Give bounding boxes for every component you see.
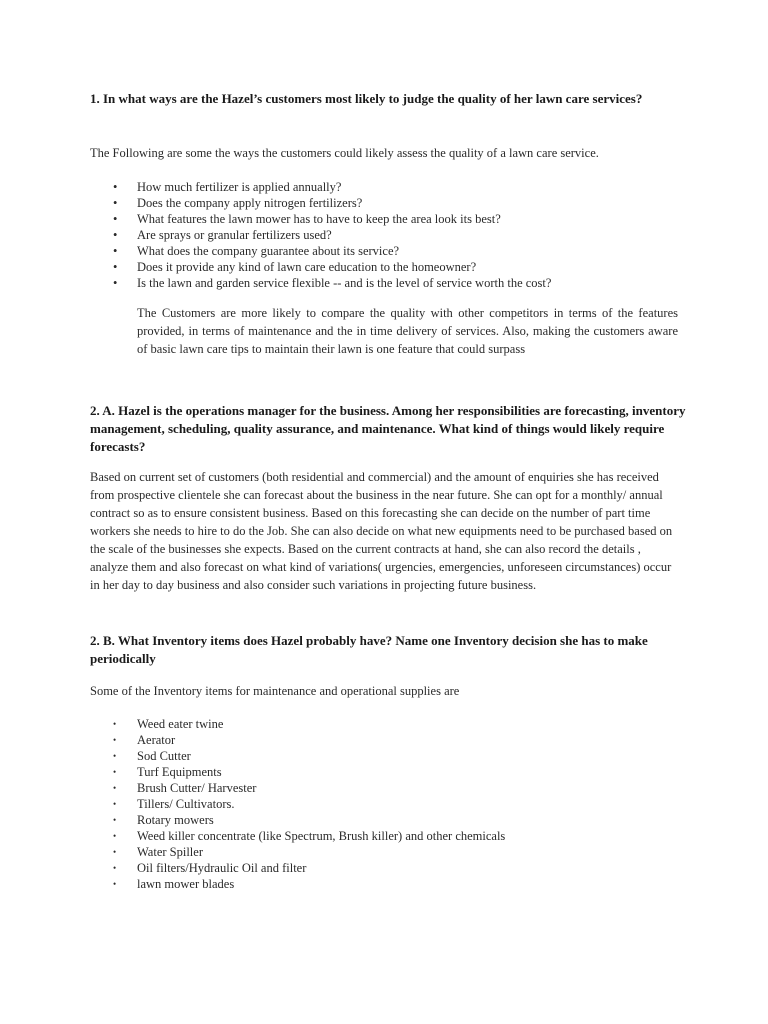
list-item: • Oil filters/Hydraulic Oil and filter <box>113 861 307 875</box>
bullet-icon: • <box>113 847 117 857</box>
list-item: • Turf Equipments <box>113 765 222 779</box>
bullet-icon: • <box>113 212 118 226</box>
bullet-icon: • <box>113 719 117 729</box>
list-item: • Does it provide any kind of lawn care education to the homeowner? <box>113 260 477 274</box>
list-item: • Sod Cutter <box>113 749 191 763</box>
bullet-icon: • <box>113 831 117 841</box>
list-item: • Brush Cutter/ Harvester <box>113 781 257 795</box>
question-2a-heading: 2. A. Hazel is the operations manager for the business. Among her responsibilities are forecasting, inventory management, scheduling, quality assurance, and maintenance. What kind of things would likely require forecasts? <box>90 403 686 454</box>
question-1-bullet-list <box>113 179 551 291</box>
list-item: • How much fertilizer is applied annually? <box>113 180 342 194</box>
list-item: • What does the company guarantee about its service? <box>113 244 400 258</box>
list-item: • Tillers/ Cultivators. <box>113 797 235 811</box>
bullet-icon: • <box>113 783 117 793</box>
list-item: • Water Spiller <box>113 845 203 859</box>
bullet-icon: • <box>113 228 118 242</box>
bullet-icon: • <box>113 751 117 761</box>
list-item: • What features the lawn mower has to have to keep the area look its best? <box>113 212 501 226</box>
bullet-icon: • <box>113 799 117 809</box>
bullet-icon: • <box>113 735 117 745</box>
bullet-icon: • <box>113 244 118 258</box>
question-2b-intro: Some of the Inventory items for maintenance and operational supplies are <box>90 684 460 698</box>
inventory-bullet-list <box>113 716 505 892</box>
question-1-paragraph: The Customers are more likely to compare the quality with other competitors in terms of the features provided, in terms of maintenance and the in time delivery of services. Also, making the customers aware of basic lawn care tips to maintain their lawn is one feature that could surpass <box>137 306 678 356</box>
question-2b-heading: 2. B. What Inventory items does Hazel probably have? Name one Inventory decision she has to make periodically <box>90 633 648 666</box>
list-item: • Weed eater twine <box>113 717 224 731</box>
bullet-icon: • <box>113 863 117 873</box>
list-item: • Weed killer concentrate (like Spectrum, Brush killer) and other chemicals <box>113 829 506 843</box>
bullet-icon: • <box>113 767 117 777</box>
bullet-icon: • <box>113 276 118 290</box>
bullet-icon: • <box>113 815 117 825</box>
bullet-icon: • <box>113 260 118 274</box>
question-2a-answer: Based on current set of customers (both residential and commercial) and the amount of enquiries she has received from prospective clientele she can forecast about the business in the near future. She can opt for a monthly/ annual contract so as to ensure consistent business. Based on this forecasting she can decide on the number of part time workers she needs to hire to do the Job. She can also decide on what new equipments need to be purchased based on the scale of the businesses she expects. Based on the current contracts at hand, she can also record the details , analyze them and also forecast on what kind of variations( urgencies, emergencies, unforeseen circumstances) occur in her day to day business and also consider such variations in projecting future business. <box>90 470 673 592</box>
list-item: • Is the lawn and garden service flexible -- and is the level of service worth the cost? <box>113 276 552 290</box>
question-1-heading: 1. In what ways are the Hazel’s customers most likely to judge the quality of her lawn care services? <box>90 91 643 106</box>
list-item: • Aerator <box>113 733 176 747</box>
list-item: • lawn mower blades <box>113 877 235 891</box>
bullet-icon: • <box>113 180 118 194</box>
bullet-icon: • <box>113 879 117 889</box>
list-item: • Are sprays or granular fertilizers used? <box>113 228 332 242</box>
question-1-intro: The Following are some the ways the customers could likely assess the quality of a lawn care service. <box>90 146 599 160</box>
list-item: • Rotary mowers <box>113 813 214 827</box>
bullet-icon: • <box>113 196 118 210</box>
list-item: • Does the company apply nitrogen fertilizers? <box>113 196 363 210</box>
